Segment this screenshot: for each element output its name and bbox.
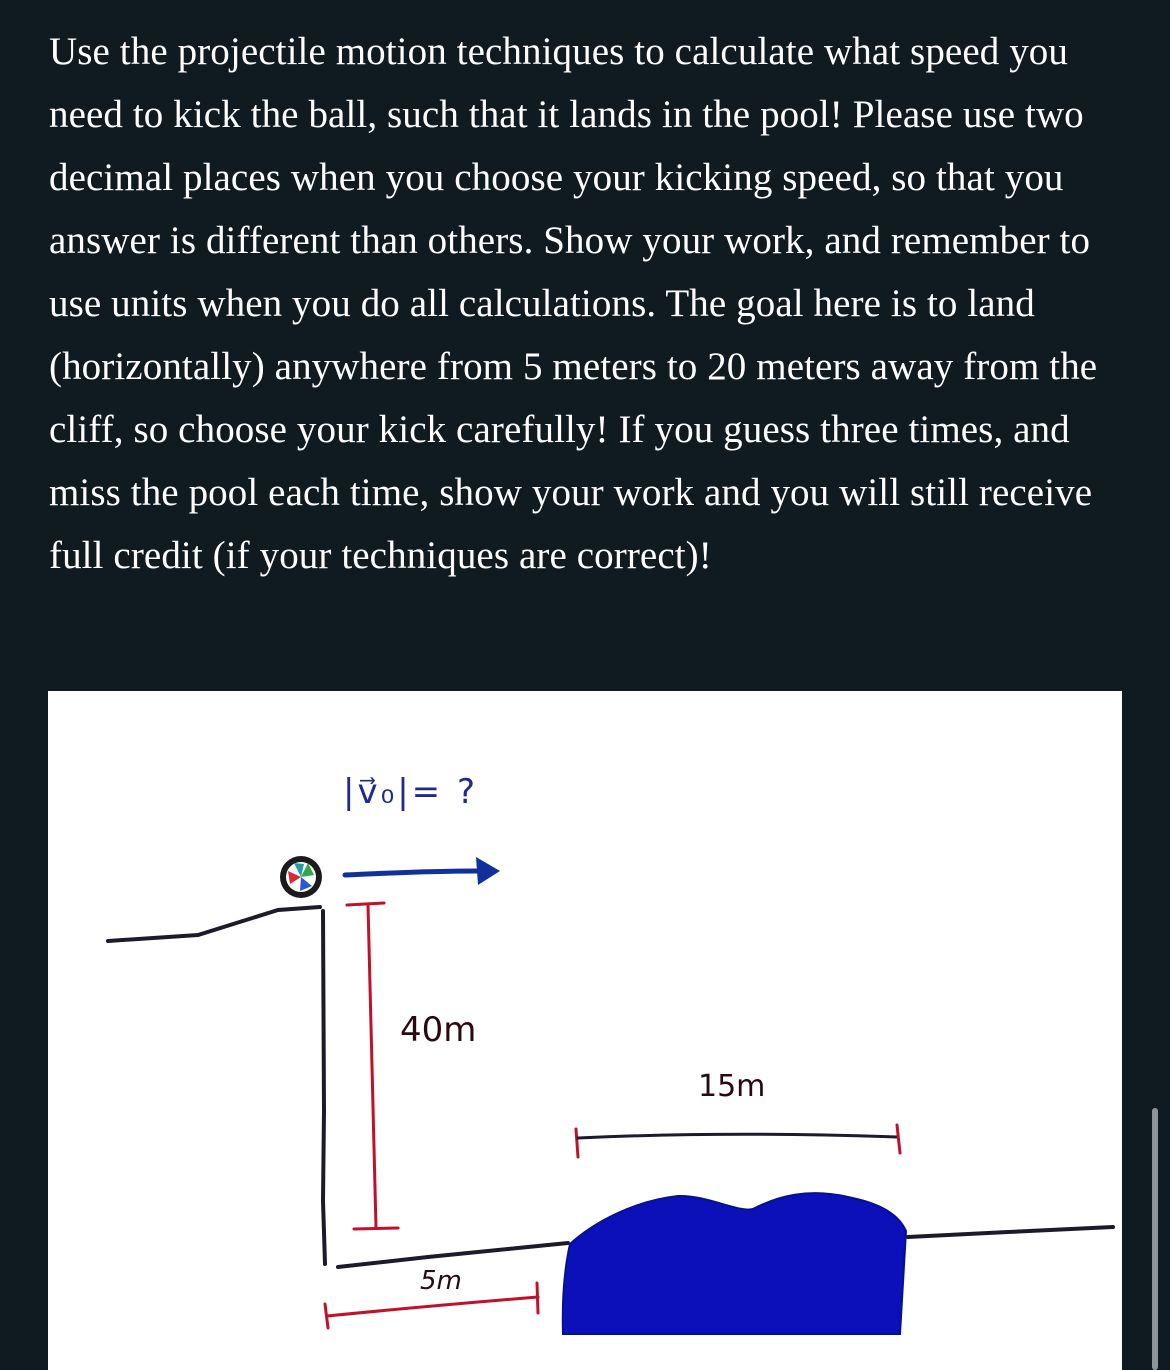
pool-width-dimension <box>576 1125 900 1157</box>
soccer-ball <box>280 856 322 898</box>
gap-label: 5m <box>420 1266 462 1296</box>
scrollbar-thumb[interactable] <box>1152 1108 1158 1370</box>
cliff-top-line <box>108 907 320 941</box>
question-text: Use the projectile motion techniques to calculate what speed you need to kick the ball, such that it lands in the pool! Please use two decimal places when you choose your kicking speed, so that you answer is different than others. Show your work, and remember to use units when you do all calculations. The goal here is to land (horizontally) anywhere from 5 meters to 20 meters away from the cliff, so choose your kick carefully! If you guess three times, and miss the pool each time, show your work and you will still receive full credit (if your techniques are correct)! <box>49 30 1098 577</box>
lower-ground-line <box>338 1243 568 1267</box>
cliff-face-line <box>323 911 325 1264</box>
pool <box>563 1193 906 1334</box>
velocity-arrow <box>345 857 500 885</box>
projectile-figure <box>48 691 1122 1370</box>
height-label: 40m <box>400 1010 477 1050</box>
right-ground-line <box>908 1227 1113 1237</box>
pool-width-label: 15m <box>698 1069 766 1104</box>
height-dimension <box>347 903 398 1229</box>
velocity-label: |v⃗₀|= ? <box>343 772 479 812</box>
